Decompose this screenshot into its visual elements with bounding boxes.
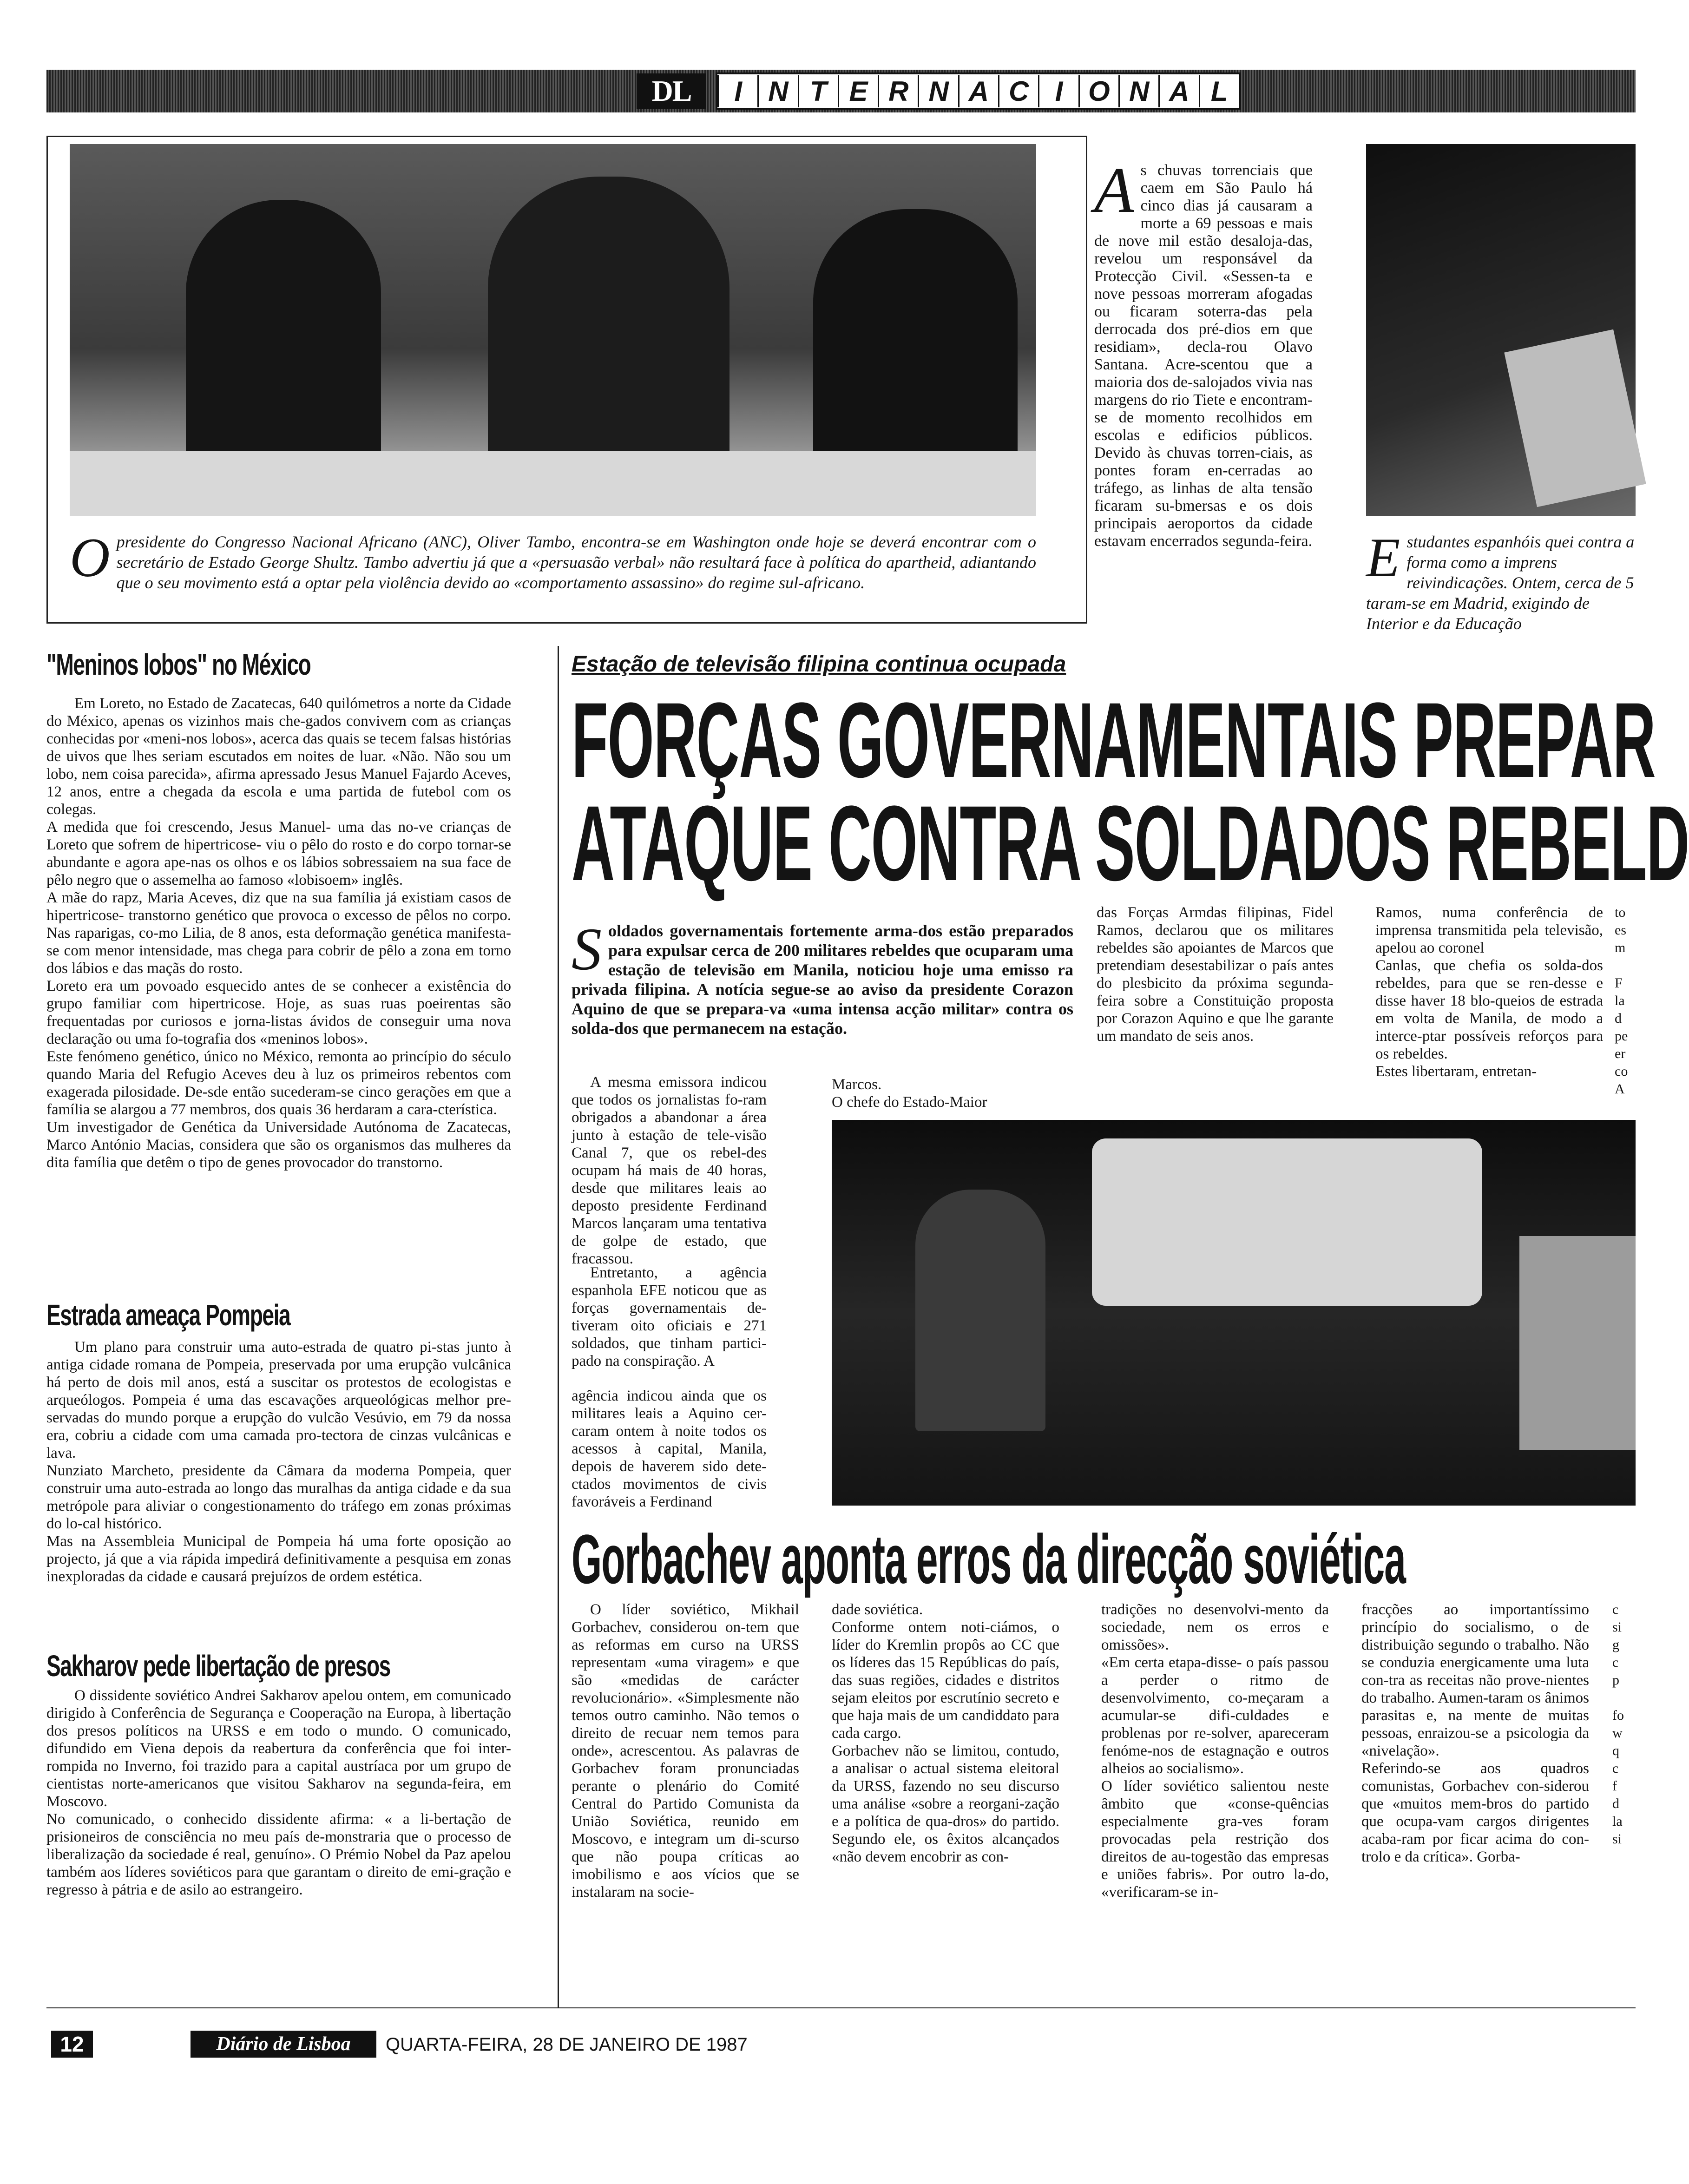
filipinas-headline-line2: ATAQUE CONTRA SOLDADOS REBELD bbox=[572, 783, 1689, 903]
newspaper-logo: DL bbox=[637, 73, 706, 109]
filipinas-col1a: A mesma emissora indicou que todos os jornalistas fo-ram obrigados a abandonar a área junto à estação de tele-visão Canal 7, que os rebel-des ocupam há mais de 40 horas, desde que militares leais ao deposto presidente Ferdinand Marcos lançaram uma tentativa de golpe de estado, que fracassou. bbox=[572, 1074, 767, 1267]
vehicle-shape bbox=[1092, 1138, 1482, 1306]
table-edge bbox=[70, 451, 1036, 516]
filipinas-headline-line2-box bbox=[572, 783, 1689, 903]
filipinas-col1b: Entretanto, a agência espanhola EFE noticou que as forças governamentais de-tiveram oito oficiais e 271 soldados, que tinham partici-pado na conspiração. A bbox=[572, 1264, 767, 1369]
filipinas-lead-dropcap: S bbox=[572, 916, 602, 983]
estudantes-caption bbox=[1366, 511, 1636, 633]
gorbachev-headline-box bbox=[572, 1520, 1636, 1599]
filipinas-headline-line1-box bbox=[572, 680, 1656, 800]
estudantes-dropcap: E bbox=[1366, 526, 1400, 588]
sakharov-body: O dissidente soviético Andrei Sakharov apelou ontem, em comunicado dirigido à Conferência de Segurança e Cooperação na Europa, à libertação dos presos políticos na URSS e em todo o mundo. O comunicado, difundido em Viena depois da reabertura da conferência que foi inter-rompida no Inverno, foi trazido para a capital austríaca por um grupo de cientistas norte-americanos que visitou Sakharov na segunda-feira, em Moscovo. No comunicado, o conhecido dissidente afirma: « a li-bertação de prisioneiros de consciência no meu país de-monstraria que o processo de liberalização da sociedade é real, genuíno». O Prémio Nobel da Paz apelou também aos líderes soviéticos para que garantam o direito de emi-gração e regresso à pátria e de asilo ao estrangeiro. bbox=[46, 1687, 511, 1898]
tambo-caption bbox=[70, 511, 1036, 618]
tambo-caption-dropcap: O bbox=[70, 526, 110, 588]
footer-date: QUARTA-FEIRA, 28 DE JANEIRO DE 1987 bbox=[386, 2034, 748, 2055]
chuvas-text: s chuvas torrenciais que caem em São Paulo há cinco dias já causaram a morte a 69 pessoas e mais de nove mil estão desaloja-das, revelou um responsável da Protecção Civil. «Sessen-ta e nove pessoas morreram afogadas ou ficaram soterra-das pela derrocada dos pré-dios em que residiam», decla-rou Olavo Santana. Acre-scentou que a maioria dos de-salojados vivia nas margens do rio Tiete e encontram-se de momento recolhidos em escolas e edificios públicos. Devido às chuvas torren-ciais, as pontes foram en-cerradas ao tráfego, as linhas de alta tensão ficaram su-bmersas e os dois principais aeroportos da cidade estavam encerrados segunda-feira. bbox=[1094, 162, 1313, 550]
filipinas-lead-text: oldados governamentais fortemente arma-dos estão preparados para expulsar cerca de 200 militares rebeldes que ocuparam uma estação de televisão em Manila, noticiou hoje uma emisso ra privada filipina. A notícia segue-se ao aviso da presidente Corazon Aquino de que se prepara-va «uma intensa acção militar» contra os solda-dos que permanecem na estação. bbox=[572, 921, 1073, 1038]
estudantes-photo bbox=[1366, 144, 1636, 516]
filipinas-col1c: agência indicou ainda que os militares leais a Aquino cer-caram ontem à noite todos os acessos à capital, Manila, depois de haverem sido dete-ctados movimentos de civis favoráveis a Ferdinand bbox=[572, 1388, 767, 1510]
gorbachev-col1: O líder soviético, Mikhail Gorbachev, considerou on-tem que as reformas em curso na URSS representam «uma viragem» e que são «medidas de carácter revolucionário». «Simplesmente não temos outro caminho. Não temos o direito de recuar nem temos para onde», acrescentou. As palavras de Gorbachev foram pronunciadas perante o plenário do Comité Central do Partido Comunista da União Soviética, reunido em Moscovo, e integram um di-scurso que não poupa críticas ao imobilismo e aos vícios que se instalaram na socie- bbox=[572, 1601, 799, 1901]
meninos-lobos-headline: "Meninos lobos" no México bbox=[46, 648, 311, 681]
gorbachev-col3: tradições no desenvolvi-mento da sociedade, nem os erros e omissões». «Em certa etapa-disse- o país passou a perder o ritmo de desenvolvimento, co-meçaram a acumular-se difi-culdades e problenas por re-solver, apareceram fenóme-nos de estagnação e outros alheios ao socialismo». O líder soviético salientou neste âmbito que «conse-quências especialmente gra-ves foram provocadas pela restrição dos direitos de au-togestão das empresas e uniões fabris». Por outro la-do, «verificaram-se in- bbox=[1101, 1601, 1329, 1901]
filipinas-col4: Ramos, numa conferência de imprensa transmitida pela televisão, apelou ao coronel Canlas, que chefia os solda-dos rebeldes, para que se ren-desse e disse haver 18 blo-queios de estrada em volta de Manila, de modo a interce-ptar possíveis reforços para os rebeldes. Estes libertaram, entretan- bbox=[1375, 904, 1603, 1080]
sakharov-headline: Sakharov pede libertação de presos bbox=[46, 1649, 390, 1683]
column-divider bbox=[558, 646, 559, 2007]
gorbachev-col2: dade soviética. Conforme ontem noti-ciámos, o líder do Kremlin propôs ao CC que os líderes das 15 Repúblicas do país, das suas regiões, cidades e distritos sejam eleitos por escrutínio secreto e que haja mais de um candiddato para cada cargo. Gorbachev não se limitou, contudo, a analisar o actual sistema eleitoral da URSS, fazendo no seu discurso uma análise «sobre a reorgani-zação e a política de qua-dros» do partido. Segundo ele, os êxitos alcançados «não devem encobrir as con- bbox=[832, 1601, 1059, 1865]
pompeia-headline-box bbox=[46, 1296, 572, 1336]
filipinas-col3: das Forças Armdas filipinas, Fidel Ramos, declarou que os militares rebeldes são apoiantes de Marcos que pretendiam desestabilizar o país antes do plesbicito da próxima segunda-feira sobre a Constituição proposta por Corazon Aquino e que lhe garante um mandato de seis anos. bbox=[1097, 904, 1334, 1045]
gorbachev-col4: fracções ao importantíssimo princípio do socialismo, o de distribuição segundo o trabalho. Não se conduzia energicamente uma luta con-tra as receitas não prove-nientes do trabalho. Aumen-taram os ânimos parasitas e, na mente de muitas pessoas, enraizou-se a psicologia da «nivelação». Referindo-se aos quadros comunistas, Gorbachev con-siderou que «muitos mem-bros do partido que ocupa-vam cargos dirigentes acaba-ram por ficar acima do con-trolo e da crítica». Gorba- bbox=[1361, 1601, 1589, 1865]
filipinas-lead bbox=[572, 901, 1073, 1073]
banner-shape bbox=[1504, 329, 1646, 507]
pompeia-body: Um plano para construir uma auto-estrada de quatro pi-stas junto à antiga cidade romana de Pompeia, preservada por uma erupção vulcânica há perto de dois mil anos, está a suscitar os protestos de ecologistas e arqueólogos. Pompeia é uma das escavações arqueológicas melhor pre-servadas do mundo porque a erupção do vulcão Vesúvio, em 79 da nossa era, cobriu a cidade com uma camada pro-tectora de cinzas vulcânicas e lava. Nunziato Marcheto, presidente da Câmara da moderna Pompeia, quer construir uma auto-estrada ao longo das muralhas da antiga cidade e da sua metrópole para aliviar o congestionamento do tráfego em zonas próximas do lo-cal histórico. Mas na Assembleia Municipal de Pompeia há uma forte oposição ao projecto, já que a via rápida impedirá definitivamente a pesquisa em zonas inexploradas da cidade e causará prejuízos de ordem estética. bbox=[46, 1339, 511, 1585]
tambo-photo bbox=[70, 144, 1036, 516]
footer-newspaper-name: Diário de Lisboa bbox=[191, 2031, 376, 2058]
gorbachev-col5: c si g c p fo w q c f d la si bbox=[1612, 1602, 1624, 1847]
sakharov-headline-box bbox=[46, 1647, 572, 1687]
filipinas-headline-line1: FORÇAS GOVERNAMENTAIS PREPAR bbox=[572, 680, 1656, 800]
rebels-photo bbox=[832, 1120, 1636, 1506]
section-title-text: I N T E R N A C I O N A L bbox=[717, 75, 1239, 107]
filipinas-col5: to es m F la d pe er co A bbox=[1615, 905, 1628, 1097]
meninos-lobos-body: Em Loreto, no Estado de Zacatecas, 640 quilómetros a norte da Cidade do México, apenas os vizinhos mais che-gados convivem com as crianças conhecidas por «meni-nos lobos», acerca das quais se tecem falsas histórias de uivos que lhes seriam escutados em noites de luar. «Não. Não sou um lobo, nem coisa parecida», afirma apressado Jesus Manuel Fajardo Aceves, 12 anos, entre a chegada da escola e uma partida de futebol com os colegas. A medida que foi crescendo, Jesus Manuel- uma das no-ve crianças de Loreto que sofrem de hipertricose- viu o pêlo do rosto e do corpo tornar-se abundante e agora ape-nas os olhos e os lábios sobressaiem na sua face de pêlo negro que o assemelha ao famoso «lobisoem» inglês. A mãe do rapz, Maria Aceves, diz que na sua família já existiam casos de hipertricose- transtorno genético que provoca o excesso de pêlos no corpo. Nas raparigas, co-mo Lilia, de 8 anos, esta deformação genética manifesta-se com menor intensidade, mas chega para cobrir de pêlo a zona em torno dos lábios e das maçãs do rosto. Loreto era um povoado esquecido antes de se conhecer a existência do grupo familiar com hipertricose. Hoje, as suas ruas poeirentas são frequentadas por curiosos e jorna-listas ávidos de conseguir uma nova declaração ou uma fo-tografia dos «meninos lobos». Este fenómeno genético, único no México, remonta ao princípio do século quando Maria del Refugio Aceves deu à luz os primeiros rebentos com exagerada pilosidade. De-sde então sucederam-se cinco gerações em que a família se alargou a 77 membros, dos quais 36 herdaram a cara-cterística. Um investigador de Genética da Universidade Autónoma de Zacatecas, Marco António Macias, considera que são os organismos das mulheres da dita família que detêm o tipo de genes provocador do transtorno. bbox=[46, 695, 511, 1171]
filipinas-col2a: Marcos. O chefe do Estado-Maior bbox=[832, 1076, 987, 1111]
shield-shape bbox=[1519, 1236, 1636, 1450]
soldier-figure bbox=[915, 1190, 1045, 1431]
tambo-caption-text: presidente do Congresso Nacional Africano (ANC), Oliver Tambo, encontra-se em Washington onde hoje se deverá encontrar com o secretário de Estado George Shultz. Tambo advertiu já que a «persuasão verbal» não resultará face à política do apartheid, adiantando que o seu movimento está a optar pela violência devido ao «comportamento assassino» do regime sul-africano. bbox=[116, 533, 1036, 592]
chuvas-dropcap: A bbox=[1094, 154, 1134, 226]
filipinas-kicker: Estação de televisão filipina continua ocupada bbox=[572, 652, 1066, 677]
meninos-lobos-headline-box bbox=[46, 646, 572, 688]
estudantes-caption-text: studantes espanhóis quei contra a forma como a imprens reivindicações. Ontem, cerca de 5 taram-se em Madrid, exigindo de Interior e da Educação bbox=[1366, 533, 1635, 633]
section-title bbox=[716, 72, 1241, 110]
footer-rule bbox=[46, 2007, 1636, 2008]
page-number: 12 bbox=[51, 2031, 93, 2058]
chuvas-article bbox=[1094, 144, 1313, 623]
gorbachev-headline: Gorbachev aponta erros da direcção soviética bbox=[572, 1520, 1406, 1598]
pompeia-headline: Estrada ameaça Pompeia bbox=[46, 1298, 290, 1332]
